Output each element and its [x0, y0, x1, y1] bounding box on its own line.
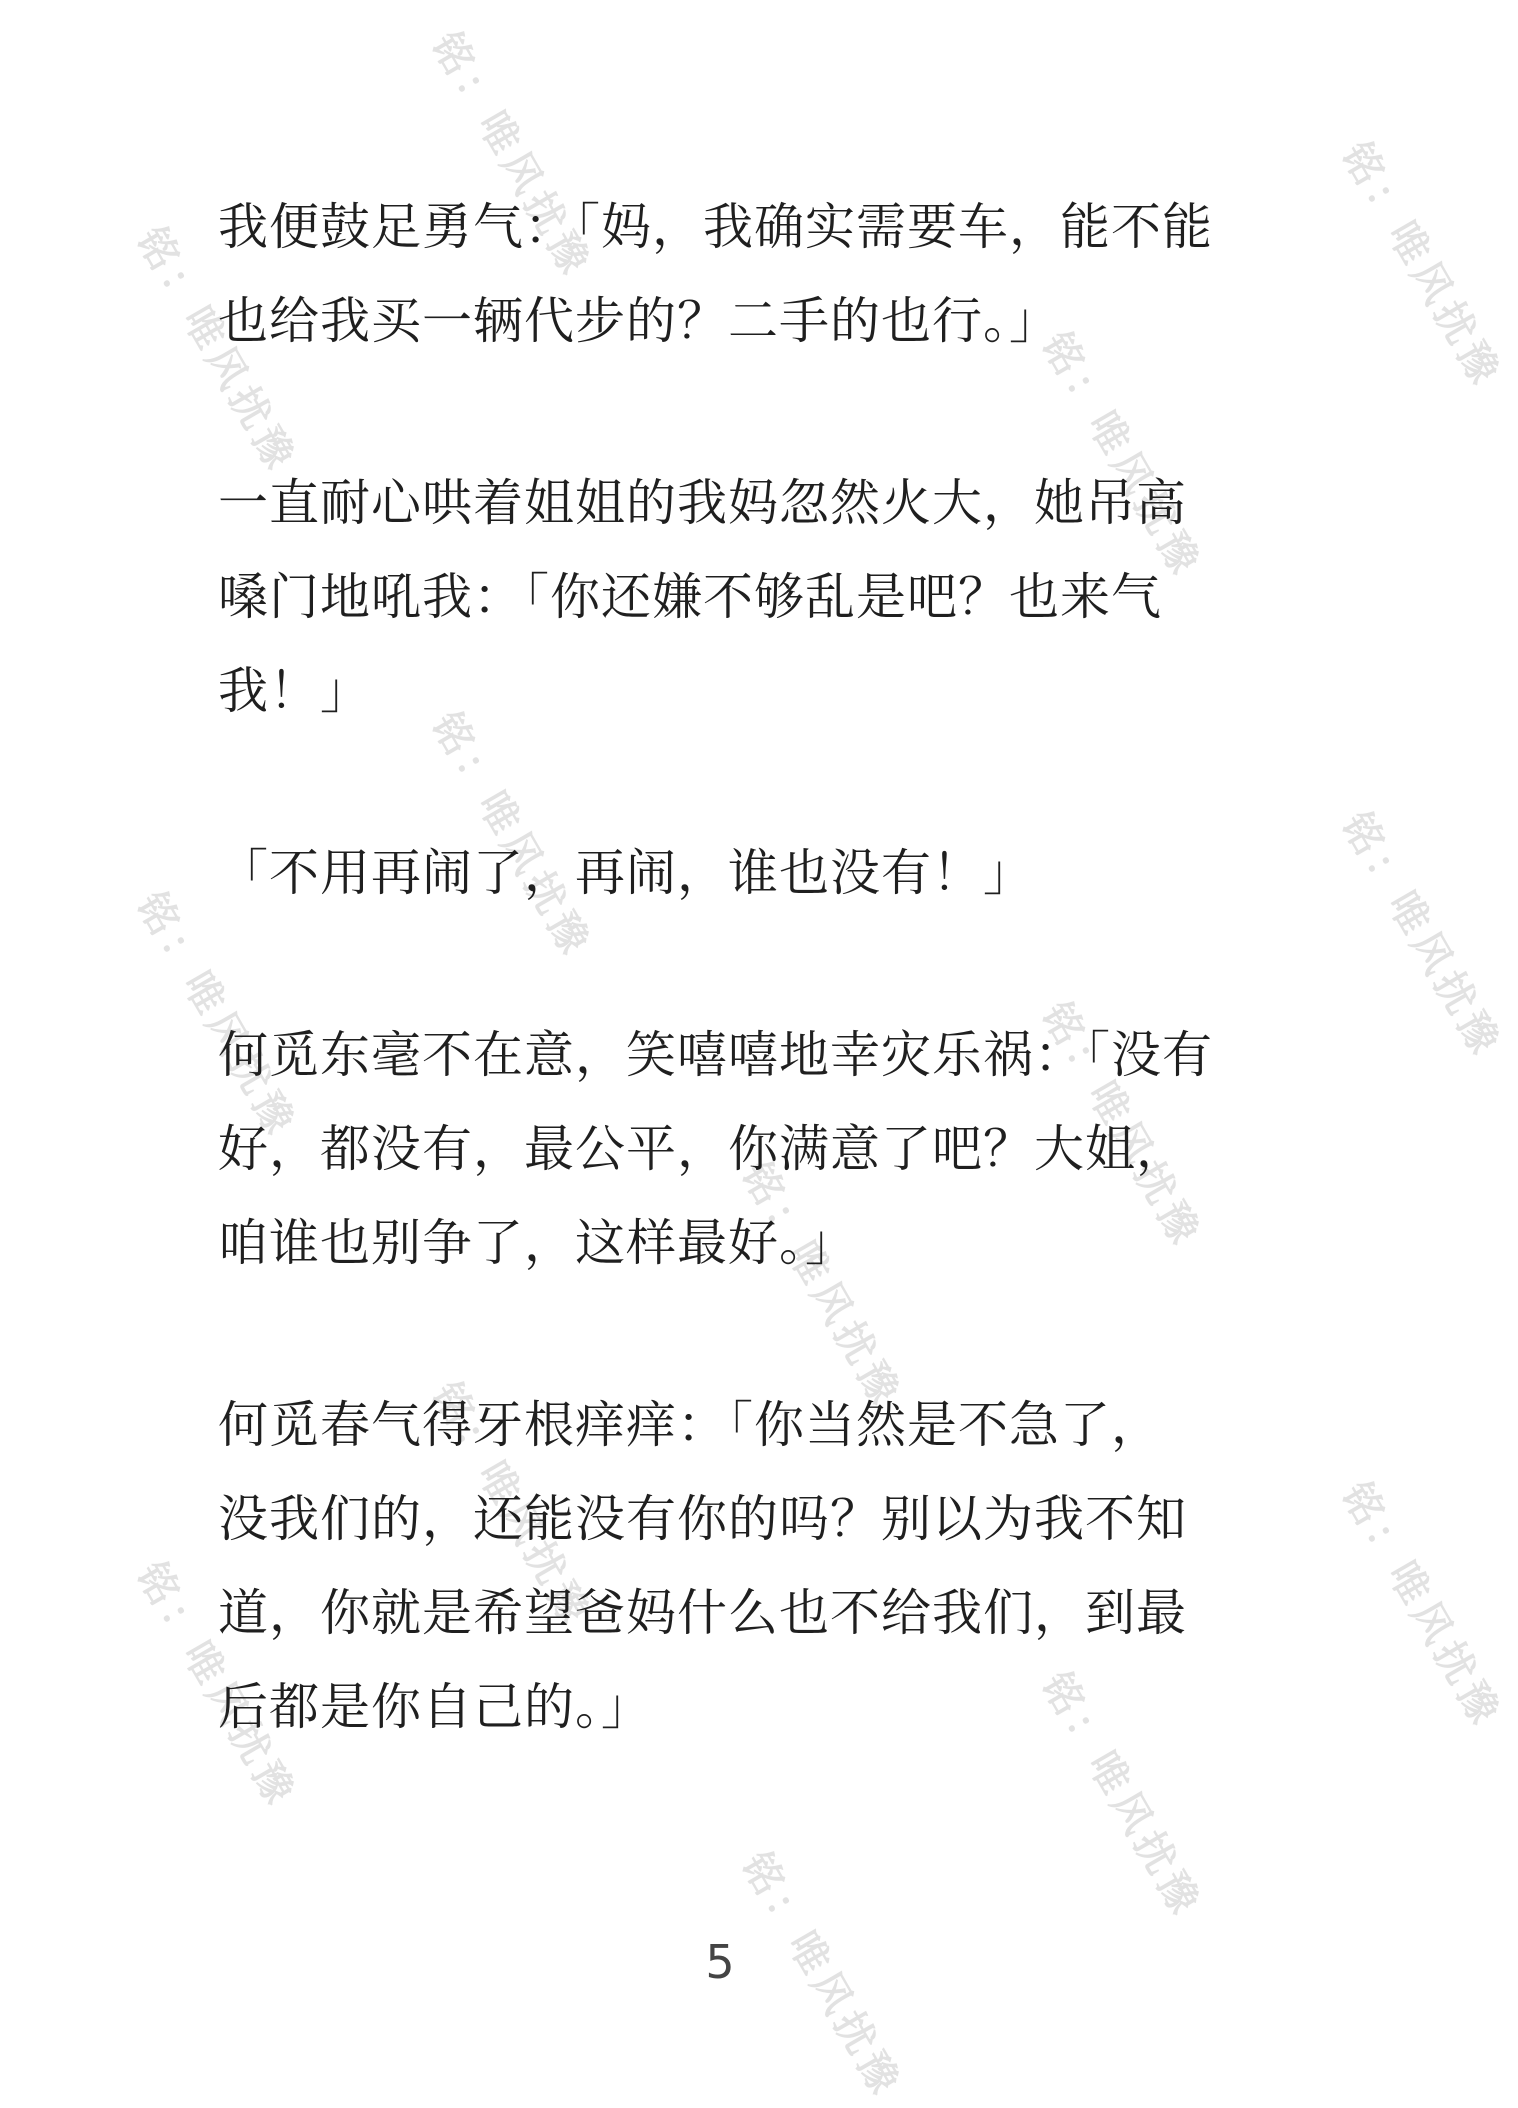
watermark: 铭：唯风扰豫	[1032, 1664, 1211, 1927]
watermark: 铭：唯风扰豫	[1332, 134, 1511, 397]
paragraph: 何觅东毫不在意，笑嘻嘻地幸灾乐祸：「没有 好，都没有，最公平，你满意了吧？大姐， 咱谁也别争了，这样最好。」	[218, 1026, 1213, 1272]
watermark: 铭：唯风扰豫	[1332, 1474, 1511, 1737]
watermark: 铭：唯风扰豫	[127, 219, 306, 482]
watermark: 铭：唯风扰豫	[1032, 994, 1211, 1257]
paragraph: 何觅春气得牙根痒痒：「你当然是不急了， 没我们的，还能没有你的吗？别以为我不知 道，你就是希望爸妈什么也不给我们，到最 后都是你自己的。」	[218, 1396, 1187, 1736]
paragraph: 一直耐心哄着姐姐的我妈忽然火大，她吊高 嗓门地吼我：「你还嫌不够乱是吧？也来气 我！」	[218, 474, 1187, 720]
article-body	[218, 180, 1228, 1842]
watermark: 铭：唯风扰豫	[732, 1154, 911, 1417]
page-number: 5	[705, 1935, 735, 1989]
watermark: 铭：唯风扰豫	[1332, 804, 1511, 1067]
watermark: 铭：唯风扰豫	[732, 1844, 911, 2107]
watermark: 铭：唯风扰豫	[127, 1554, 306, 1817]
watermark: 铭：唯风扰豫	[422, 24, 601, 287]
watermark: 铭：唯风扰豫	[1032, 324, 1211, 587]
paragraph: 我便鼓足勇气：「妈，我确实需要车，能不能 也给我买一辆代步的？二手的也行。」	[218, 198, 1213, 350]
paragraph: 「不用再闹了，再闹，谁也没有！」	[218, 844, 1034, 902]
watermark: 铭：唯风扰豫	[422, 1374, 601, 1637]
watermark: 铭：唯风扰豫	[422, 704, 601, 967]
watermark: 铭：唯风扰豫	[127, 884, 306, 1147]
